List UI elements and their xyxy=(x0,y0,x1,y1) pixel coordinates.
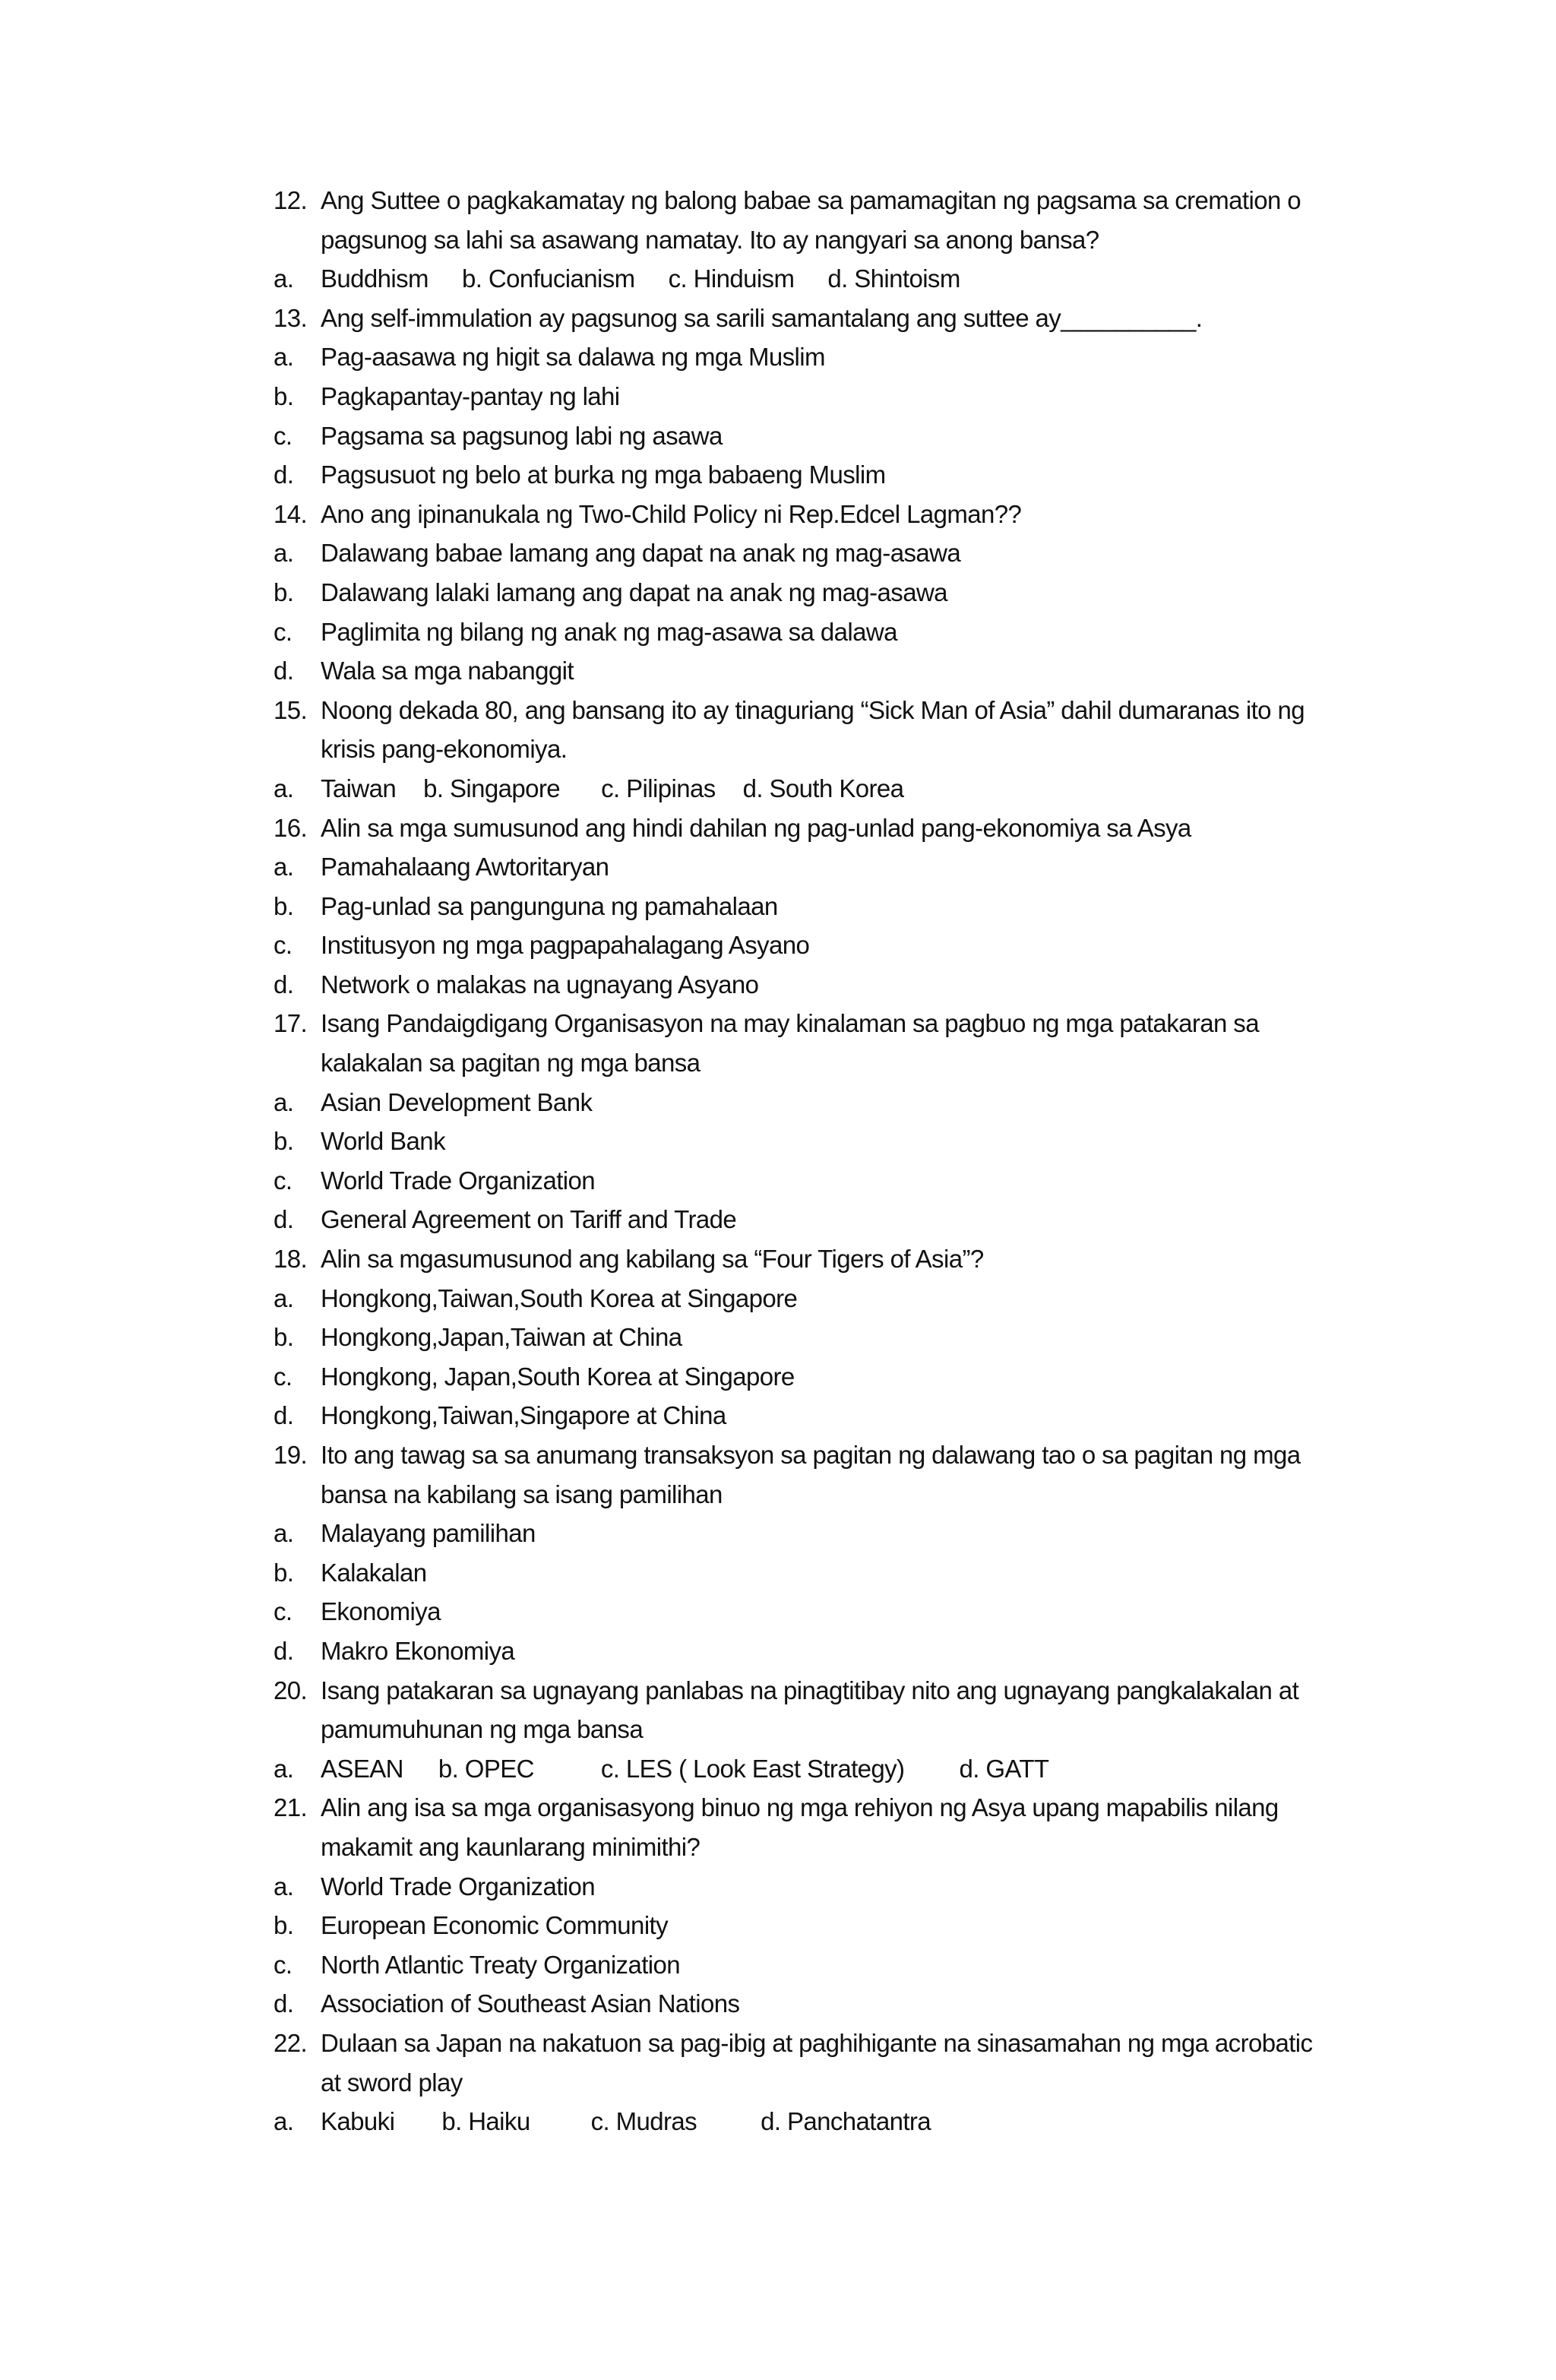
option-text: Network o malakas na ugnayang Asyano xyxy=(321,970,759,999)
answer-option xyxy=(274,533,1383,573)
question-line xyxy=(274,299,1383,338)
question-number: 15. xyxy=(274,695,308,724)
answer-option xyxy=(274,1867,1383,1907)
answer-option xyxy=(274,455,1383,495)
answer-option xyxy=(274,377,1383,416)
option-text: World Trade Organization xyxy=(321,1872,596,1901)
option-text: ASEAN xyxy=(321,1754,403,1783)
option-text: Dalawang babae lamang ang dapat na anak ng mag-asawa xyxy=(321,539,961,568)
question-number: 17. xyxy=(274,1009,308,1038)
answer-option xyxy=(274,612,1383,652)
option-text: b. OPEC xyxy=(438,1754,534,1783)
question-text: krisis pang-ekonomiya. xyxy=(321,735,568,764)
option-text: Dalawang lalaki lamang ang dapat na anak ng mag-asawa xyxy=(321,578,947,606)
question-text: Ito ang tawag sa sa anumang transaksyon sa pagitan ng dalawang tao o sa pagitan ng mga xyxy=(321,1441,1301,1469)
option-letter: b. xyxy=(274,1911,294,1940)
question-number: 21. xyxy=(274,1793,308,1822)
option-letter: d. xyxy=(274,1636,294,1665)
answer-option xyxy=(274,1122,1383,1161)
option-text: c. Pilipinas xyxy=(601,774,716,802)
option-text: Kalakalan xyxy=(321,1558,427,1587)
answer-option xyxy=(274,1553,1383,1593)
question-text: Alin sa mga sumusunod ang hindi dahilan ng pag-unlad pang-ekonomiya sa Asya xyxy=(321,813,1191,842)
option-text: d. GATT xyxy=(959,1754,1049,1783)
option-text: Association of Southeast Asian Nations xyxy=(321,1989,740,2018)
answer-option xyxy=(274,847,1383,887)
question-number: 13. xyxy=(274,303,308,332)
answer-option xyxy=(274,1632,1383,1671)
question-text: Ano ang ipinanukala ng Two-Child Policy ni Rep.Edcel Lagman?? xyxy=(321,499,1022,528)
option-letter: a. xyxy=(274,1283,294,1312)
question-line xyxy=(274,495,1383,534)
option-text: Hongkong,Taiwan,Singapore at China xyxy=(321,1401,726,1430)
option-letter: c. xyxy=(274,617,293,646)
inline-answer-options xyxy=(274,259,1383,299)
question-line xyxy=(274,1239,1383,1279)
answer-option xyxy=(274,651,1383,691)
option-text: d. Shintoism xyxy=(827,264,960,293)
option-letter: d. xyxy=(274,1401,294,1430)
inline-options-row xyxy=(321,769,903,809)
question-text: Alin ang isa sa mga organisasyong binuo ng mga rehiyon ng Asya upang mapabilis nilang xyxy=(321,1793,1279,1822)
answer-option xyxy=(274,1083,1383,1122)
option-text: Pag-aasawa ng higit sa dalawa ng mga Muslim xyxy=(321,343,825,372)
question-number: 16. xyxy=(274,813,308,842)
question-text: Ang self-immulation ay pagsunog sa sarili samantalang ang suttee ay__________. xyxy=(321,303,1203,332)
answer-option xyxy=(274,1396,1383,1435)
option-text: d. South Korea xyxy=(742,774,904,802)
option-letter: a. xyxy=(274,774,294,802)
answer-option xyxy=(274,1906,1383,1945)
question-line xyxy=(274,730,1383,769)
inline-answer-options xyxy=(274,769,1383,809)
inline-answer-options xyxy=(274,2102,1383,2141)
question-line xyxy=(274,691,1383,730)
question-line xyxy=(274,1435,1383,1475)
question-text: pagsunog sa lahi sa asawang namatay. Ito ay nangyari sa anong bansa? xyxy=(321,225,1099,254)
option-text: b. Confucianism xyxy=(461,264,635,293)
option-letter: b. xyxy=(274,578,294,606)
option-letter: c. xyxy=(274,421,293,450)
question-line xyxy=(274,809,1383,848)
option-text: Pagsusuot ng belo at burka ng mga babaeng Muslim xyxy=(321,460,886,489)
question-text: Isang patakaran sa ugnayang panlabas na pinagtitibay nito ang ugnayang pangkalakalan at xyxy=(321,1676,1299,1704)
option-text: World Trade Organization xyxy=(321,1166,596,1195)
option-text: b. Haiku xyxy=(441,2107,530,2136)
question-line xyxy=(274,2063,1383,2103)
option-text: North Atlantic Treaty Organization xyxy=(321,1950,681,1979)
question-line xyxy=(274,1828,1383,1867)
answer-option xyxy=(274,416,1383,456)
question-text: Alin sa mgasumusunod ang kabilang sa “Four Tigers of Asia”? xyxy=(321,1245,984,1274)
question-text: makamit ang kaunlarang minimithi? xyxy=(321,1832,701,1861)
option-text: Pagsama sa pagsunog labi ng asawa xyxy=(321,421,723,450)
inline-answer-options xyxy=(274,1749,1383,1789)
question-number: 18. xyxy=(274,1245,308,1274)
option-letter: c. xyxy=(274,1362,293,1391)
question-number: 20. xyxy=(274,1676,308,1704)
option-letter: a. xyxy=(274,539,294,568)
option-text: b. Singapore xyxy=(423,774,561,802)
option-letter: d. xyxy=(274,1205,294,1234)
answer-option xyxy=(274,926,1383,965)
option-text: Kabuki xyxy=(321,2107,395,2136)
option-letter: a. xyxy=(274,1087,294,1116)
option-text: Taiwan xyxy=(321,774,397,802)
option-letter: c. xyxy=(274,1950,293,1979)
inline-options-row xyxy=(321,2102,931,2141)
option-text: c. Mudras xyxy=(590,2107,697,2136)
option-text: Pag-unlad sa pangunguna ng pamahalaan xyxy=(321,891,778,920)
option-text: Asian Development Bank xyxy=(321,1087,593,1116)
quiz-questions xyxy=(274,181,1383,2141)
question-text: bansa na kabilang sa isang pamilihan xyxy=(321,1480,723,1508)
option-text: Paglimita ng bilang ng anak ng mag-asawa sa dalawa xyxy=(321,617,897,646)
option-letter: b. xyxy=(274,1558,294,1587)
answer-option xyxy=(274,1357,1383,1397)
question-number: 12. xyxy=(274,186,308,214)
option-letter: a. xyxy=(274,1754,294,1783)
question-line xyxy=(274,1671,1383,1711)
answer-option xyxy=(274,1161,1383,1201)
question-text: Ang Suttee o pagkakamatay ng balong babae sa pamamagitan ng pagsama sa cremation o xyxy=(321,186,1301,214)
question-line xyxy=(274,2024,1383,2063)
answer-option xyxy=(274,1279,1383,1318)
answer-option xyxy=(274,887,1383,926)
question-line xyxy=(274,1043,1383,1083)
answer-option xyxy=(274,573,1383,612)
option-letter: a. xyxy=(274,853,294,881)
option-letter: c. xyxy=(274,931,293,960)
question-line xyxy=(274,1475,1383,1514)
option-letter: a. xyxy=(274,2107,294,2136)
question-text: kalakalan sa pagitan ng mga bansa xyxy=(321,1049,701,1078)
option-letter: d. xyxy=(274,460,294,489)
question-line xyxy=(274,1710,1383,1749)
option-letter: d. xyxy=(274,970,294,999)
inline-options-row xyxy=(321,1749,1049,1789)
option-text: c. LES ( Look East Strategy) xyxy=(600,1754,905,1783)
option-text: d. Panchatantra xyxy=(761,2107,931,2136)
question-line xyxy=(274,1788,1383,1828)
question-text: Dulaan sa Japan na nakatuon sa pag-ibig at paghihigante na sinasamahan ng mga acrobatic xyxy=(321,2028,1313,2057)
option-text: Pamahalaang Awtoritaryan xyxy=(321,853,609,881)
option-text: Makro Ekonomiya xyxy=(321,1636,515,1665)
option-letter: a. xyxy=(274,264,294,293)
option-text: Ekonomiya xyxy=(321,1597,441,1626)
question-number: 14. xyxy=(274,499,308,528)
option-text: World Bank xyxy=(321,1127,445,1156)
option-letter: a. xyxy=(274,343,294,372)
answer-option xyxy=(274,1984,1383,2024)
option-text: Institusyon ng mga pagpapahalagang Asyano xyxy=(321,931,810,960)
option-text: c. Hinduism xyxy=(668,264,795,293)
option-letter: b. xyxy=(274,891,294,920)
answer-option xyxy=(274,1945,1383,1985)
question-number: 19. xyxy=(274,1441,308,1469)
option-text: General Agreement on Tariff and Trade xyxy=(321,1205,737,1234)
option-letter: b. xyxy=(274,1127,294,1156)
answer-option xyxy=(274,1514,1383,1553)
question-number: 22. xyxy=(274,2028,308,2057)
question-text: Isang Pandaigdigang Organisasyon na may kinalaman sa pagbuo ng mga patakaran sa xyxy=(321,1009,1259,1038)
question-text: Noong dekada 80, ang bansang ito ay tinaguriang “Sick Man of Asia” dahil dumaranas ito ng xyxy=(321,695,1305,724)
option-letter: c. xyxy=(274,1597,293,1626)
answer-option xyxy=(274,965,1383,1005)
option-letter: a. xyxy=(274,1519,294,1548)
answer-option xyxy=(274,337,1383,377)
question-text: pamumuhunan ng mga bansa xyxy=(321,1715,644,1744)
option-letter: a. xyxy=(274,1872,294,1901)
question-line xyxy=(274,220,1383,260)
answer-option xyxy=(274,1592,1383,1632)
option-letter: b. xyxy=(274,1323,294,1352)
option-text: Hongkong,Taiwan,South Korea at Singapore xyxy=(321,1283,798,1312)
question-line xyxy=(274,1004,1383,1043)
question-line xyxy=(274,181,1383,220)
option-letter: d. xyxy=(274,1989,294,2018)
option-text: Hongkong, Japan,South Korea at Singapore xyxy=(321,1362,795,1391)
answer-option xyxy=(274,1318,1383,1357)
option-letter: d. xyxy=(274,657,294,685)
option-text: Malayang pamilihan xyxy=(321,1519,536,1548)
option-text: Buddhism xyxy=(321,264,429,293)
question-text: at sword play xyxy=(321,2068,463,2097)
option-text: Wala sa mga nabanggit xyxy=(321,657,574,685)
answer-option xyxy=(274,1200,1383,1239)
option-text: European Economic Community xyxy=(321,1911,669,1940)
option-text: Pagkapantay-pantay ng lahi xyxy=(321,381,620,410)
option-letter: b. xyxy=(274,381,294,410)
inline-options-row xyxy=(321,259,960,299)
option-letter: c. xyxy=(274,1166,293,1195)
option-text: Hongkong,Japan,Taiwan at China xyxy=(321,1323,682,1352)
